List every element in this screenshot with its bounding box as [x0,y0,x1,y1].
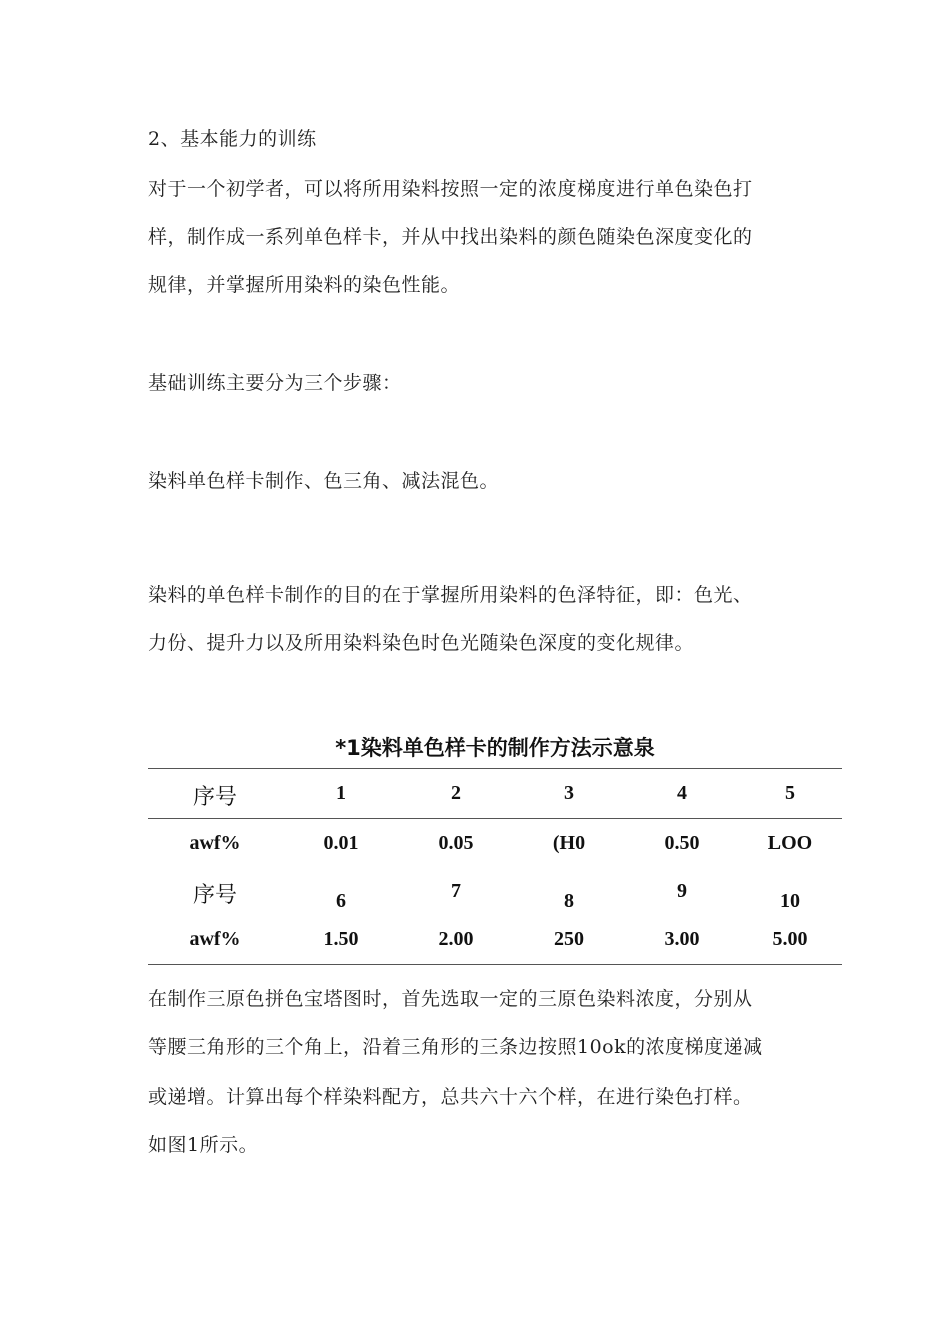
table-cell: 序号 [192,883,237,908]
paragraph-line: 对于一个初学者，可以将所用染料按照一定的浓度梯度进行单色染色打 [148,178,753,200]
table-cell: 6 [336,890,346,912]
table-cell: 7 [451,880,461,902]
table-bottom-rule [148,964,842,965]
table-cell: LOO [767,832,813,854]
paragraph-line: 染料的单色样卡制作的目的在于掌握所用染料的色泽特征，即：色光、 [148,584,753,606]
table-caption: *1染料单色样卡的制作方法示意泉 [335,736,655,760]
table-cell: 3 [564,782,574,804]
section-heading: 2、基本能力的训练 [148,128,317,150]
table-cell: 序号 [192,785,237,810]
table-cell: 8 [564,890,574,912]
table-cell: 1 [336,782,346,804]
table-cell: 2.00 [438,928,474,950]
table-cell: 5 [785,782,795,804]
table-cell: 2 [451,782,461,804]
paragraph-line: 力份、提升力以及所用染料染色时色光随染色深度的变化规律。 [148,632,695,654]
table-cell: 250 [554,928,584,950]
table-top-rule [148,768,842,769]
paragraph-line: 规律，并掌握所用染料的染色性能。 [148,274,461,296]
paragraph-line: 样，制作成一系列单色样卡，并从中找出染料的颜色随染色深度变化的 [148,226,753,248]
table-cell: 0.05 [438,832,474,854]
table-cell: 0.01 [323,832,359,854]
table-cell: 5.00 [772,928,808,950]
table-cell: 4 [677,782,687,804]
paragraph-line: 等腰三角形的三个角上，沿着三角形的三条边按照10ok的浓度梯度递减 [148,1036,763,1058]
table-cell: 0.50 [664,832,700,854]
paragraph-line: 染料单色样卡制作、色三角、减法混色。 [148,470,500,492]
paragraph-line: 如图1所示。 [148,1134,259,1156]
table-header-rule [148,818,842,819]
table-cell: (H0 [552,832,586,854]
table-cell: 3.00 [664,928,700,950]
table-cell: awf% [189,832,241,854]
paragraph-line: 在制作三原色拼色宝塔图时，首先选取一定的三原色染料浓度，分别从 [148,988,753,1010]
paragraph-line: 基础训练主要分为三个步骤： [148,372,402,394]
table-cell: 9 [677,880,687,902]
table-cell: 1.50 [323,928,359,950]
table-cell: awf% [189,928,241,950]
table-cell: 10 [780,890,800,912]
paragraph-line: 或递增。计算出每个样染料配方，总共六十六个样，在进行染色打样。 [148,1086,753,1108]
